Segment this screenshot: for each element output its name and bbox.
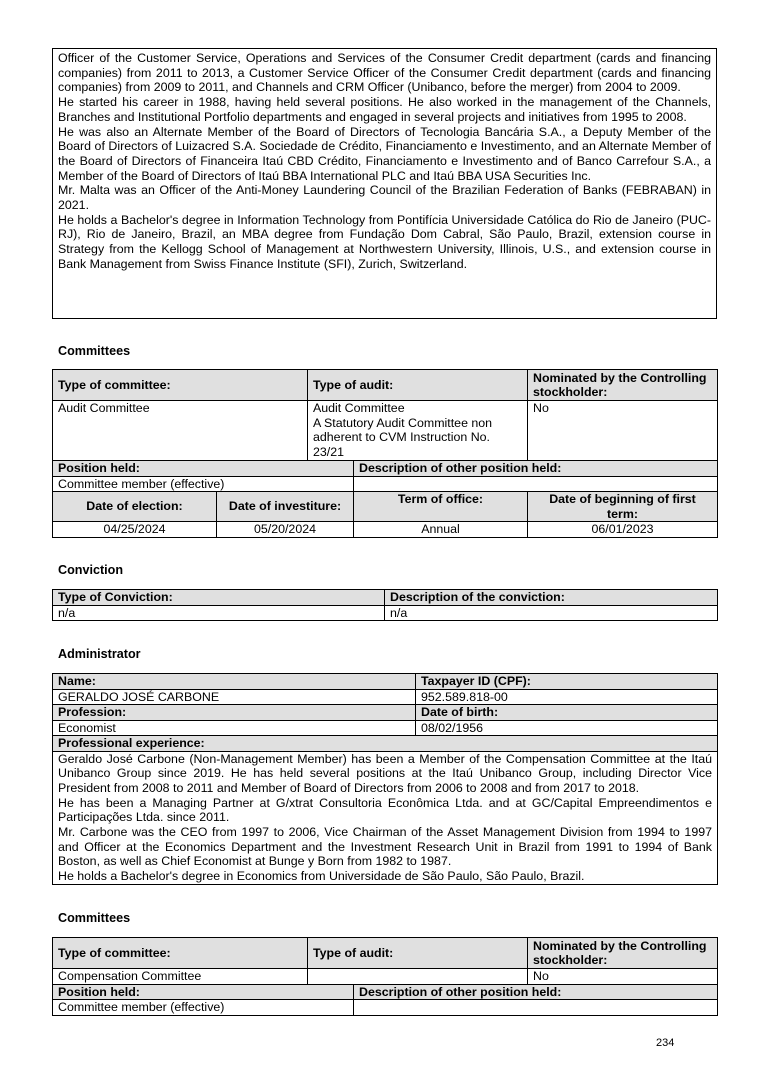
experience-paragraph: Mr. Carbone was the CEO from 1997 to 2006, Vice Chairman of the Asset Management Division from 1994 to 1997 and Officer at the Economics Department and the Investment Research Unit in Brazil from 1991 to 1994 of Bank Boston, as well as Chief Economist at Bunge y Born from 1982 to 1987.: [58, 825, 712, 869]
nominated-value: No: [528, 401, 718, 461]
experience-paragraph: He holds a Bachelor's degree in Economics from Universidade de São Paulo, São Paulo, Brazil.: [58, 869, 585, 884]
other-position-header: Description of other position held:: [354, 984, 718, 1000]
type-of-conviction-header: Type of Conviction:: [53, 590, 385, 606]
profession-value: Economist: [53, 720, 416, 736]
committees-table: [52, 369, 718, 538]
administrator-table: [52, 673, 718, 885]
experience-paragraph: He has been a Managing Partner at G/xtrat Consultoria Econômica Ltda. and at GC/Capital Empreendimentos e Participações Ltda. since 2011.: [58, 795, 712, 825]
experience-paragraph: Mr. Malta was an Officer of the Anti-Money Laundering Council of the Brazilian Federation of Banks (FEBRABAN) in 2021.: [58, 183, 711, 213]
type-of-audit-header: Type of audit:: [308, 370, 528, 401]
professional-experience-header: Professional experience:: [53, 736, 718, 752]
date-of-birth-value: 08/02/1956: [416, 720, 718, 736]
page-number: 234: [656, 1037, 675, 1049]
conviction-description-value: n/a: [385, 605, 718, 621]
nominated-header: Nominated by the Controlling stockholder:: [528, 938, 718, 969]
type-of-committee-value: Audit Committee: [53, 401, 308, 461]
position-held-value: Committee member (effective): [53, 1000, 354, 1016]
type-of-committee-header: Type of committee:: [53, 370, 308, 401]
date-of-election-header: Date of election:: [53, 492, 217, 522]
date-of-birth-header: Date of birth:: [416, 705, 718, 721]
term-of-office-value: Annual: [354, 522, 528, 538]
taxpayer-id-header: Taxpayer ID (CPF):: [416, 674, 718, 690]
committees-heading: Committees: [58, 344, 131, 358]
experience-paragraph: He holds a Bachelor's degree in Information Technology from Pontifícia Universidade Católica do Rio de Janeiro (PUC-RJ), Rio de Janeiro, Brazil, an MBA degree from Fundação Dom Cabral, São Paulo, Brazil, extension course in Strategy from the Kellogg School of Management at Northwestern University, Illinois, U.S., and extension course in Bank Management from Swiss Finance Institute (SFI), Zurich, Switzerland.: [58, 212, 711, 271]
committees-table: [52, 937, 718, 1016]
previous-experience-box: [52, 48, 717, 319]
date-of-election-value: 04/25/2024: [53, 522, 217, 538]
profession-header: Profession:: [53, 705, 416, 721]
name-header: Name:: [53, 674, 416, 690]
type-of-audit-value: [308, 401, 528, 461]
professional-experience-value: [53, 751, 718, 884]
type-of-audit-line: Audit Committee: [313, 401, 405, 415]
date-of-investiture-header: Date of investiture:: [217, 492, 354, 522]
date-of-beginning-header: Date of beginning of first term:: [528, 492, 718, 522]
type-of-audit-value: [308, 969, 528, 985]
position-held-value: Committee member (effective): [53, 476, 354, 492]
conviction-table: [52, 589, 718, 621]
administrator-heading: Administrator: [58, 647, 141, 661]
position-held-header: Position held:: [53, 461, 354, 477]
name-value: GERALDO JOSÉ CARBONE: [53, 689, 416, 705]
other-position-value: [354, 1000, 718, 1016]
conviction-description-header: Description of the conviction:: [385, 590, 718, 606]
nominated-value: No: [528, 969, 718, 985]
date-of-investiture-value: 05/20/2024: [217, 522, 354, 538]
position-held-header: Position held:: [53, 984, 354, 1000]
taxpayer-id-value: 952.589.818-00: [416, 689, 718, 705]
experience-paragraph: He started his career in 1988, having held several positions. He also worked in the management of the Channels, Branches and Institutional Portfolio departments and engaged in several projects and initiatives from 1995 to 2008.: [58, 95, 711, 124]
experience-paragraph: He was also an Alternate Member of the Board of Directors of Tecnologia Bancária S.A., a Deputy Member of the Board of Directors of Luizacred S.A. Sociedade de Crédito, Financiamento e Investimento, and an Alternate Member of the Board of Directors of Financeira Itaú CBD Crédito, Financiamento e Investimento and of Banco Carrefour S.A., a Member of the Board of Directors of Itaú BBA International PLC and Itaú BBA USA Securities Inc.: [58, 124, 711, 183]
type-of-committee-value: Compensation Committee: [53, 969, 308, 985]
nominated-header: Nominated by the Controlling stockholder:: [528, 370, 718, 401]
other-position-header: Description of other position held:: [354, 461, 718, 477]
experience-paragraph: Geraldo José Carbone (Non-Management Member) has been a Member of the Compensation Committee at the Itaú Unibanco Group since 2019. He has held several positions at the Itaú Unibanco Group, including Director Vice President from 2008 to 2011 and Member of Board of Directors from 2006 to 2008 and from 2017 to 2018.: [58, 751, 712, 795]
committees-heading: Committees: [58, 911, 131, 925]
type-of-conviction-value: n/a: [53, 605, 385, 621]
term-of-office-header: Term of office:: [354, 492, 528, 522]
conviction-heading: Conviction: [58, 563, 124, 577]
type-of-audit-detail: A Statutory Audit Committee non adherent to CVM Instruction No. 23/21: [313, 415, 493, 459]
date-of-beginning-value: 06/01/2023: [528, 522, 718, 538]
type-of-audit-header: Type of audit:: [308, 938, 528, 969]
other-position-value: [354, 476, 718, 492]
experience-paragraph: Officer of the Customer Service, Operations and Services of the Consumer Credit department (cards and financing companies) from 2011 to 2013, a Customer Service Officer of the Consumer Credit department (cards and financing companies) from 2009 to 2011, and Channels and CRM Officer (Unibanco, before the merger) from 2004 to 2009.: [58, 51, 711, 95]
type-of-committee-header: Type of committee:: [53, 938, 308, 969]
